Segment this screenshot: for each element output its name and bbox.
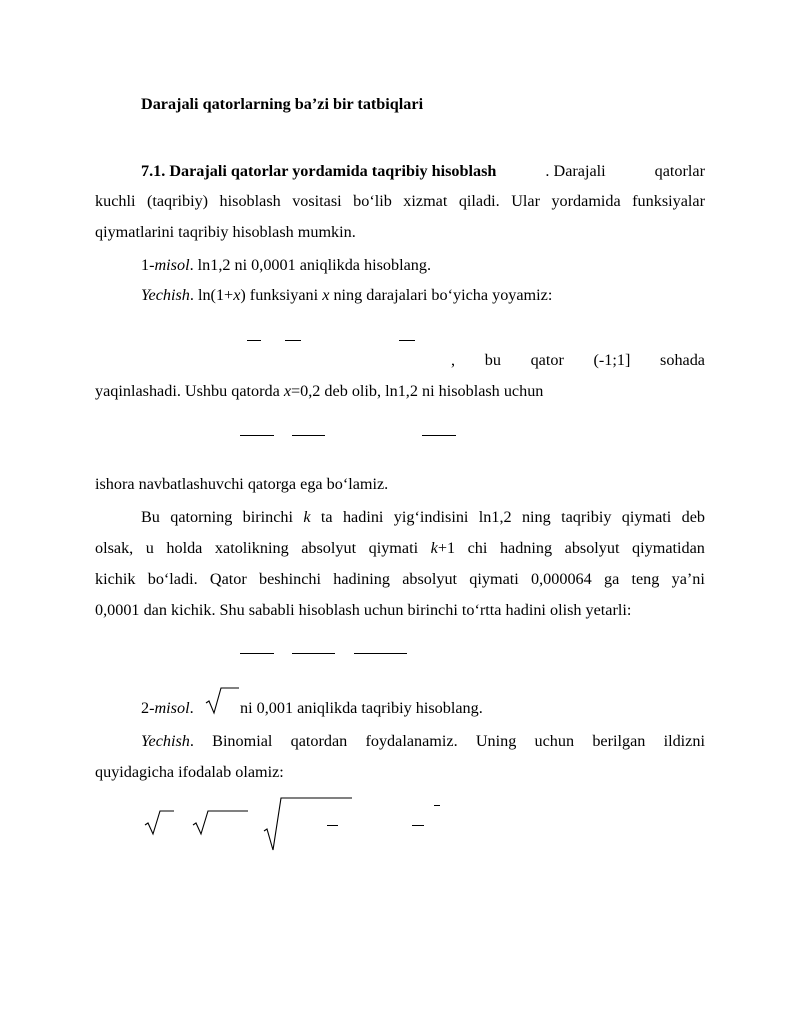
word: absolyut <box>564 539 620 557</box>
word: 0,000064 <box>531 570 592 588</box>
square-root-icon <box>193 808 253 836</box>
paragraph-line-4: 0,0001 dan kichik. Shu sababli hisoblash uchun birinchi to‘rtta hadini olish yetarli: <box>95 601 632 619</box>
fraction-bar <box>285 340 301 341</box>
word: k+1 <box>430 539 456 557</box>
word: qator <box>530 351 564 369</box>
word: qiymati <box>368 539 419 557</box>
word: beshinchi <box>258 570 322 588</box>
square-root-icon <box>145 808 179 836</box>
word: berilgan <box>592 732 646 750</box>
fraction-bar <box>399 340 415 341</box>
paragraph-line-1: Bu qatorning birinchi k ta hadini yig‘indisini ln1,2 ning taqribiy qiymati deb <box>141 508 705 526</box>
word: hadning <box>499 539 553 557</box>
section-line-2: kuchli (taqribiy) hisoblash vositasi bo‘lib xizmat qiladi. Ular yordamida funksiyalar <box>95 192 705 210</box>
section-line-1-word: qatorlar <box>654 162 705 180</box>
word: Qator <box>209 570 247 588</box>
fraction-bar <box>354 653 407 654</box>
fraction-bar <box>240 435 274 436</box>
exponent-bar <box>434 805 440 806</box>
example-1-solution: Yechish. ln(1+x) funksiyani x ning darajalari bo‘yicha yoyamiz: <box>141 286 553 304</box>
word: ildizni <box>663 732 705 750</box>
word: ya’ni <box>671 570 705 588</box>
word: hadining <box>333 570 390 588</box>
word: ga <box>603 570 620 588</box>
example-2-label: 2-misol. <box>141 699 194 717</box>
word: absolyut <box>301 539 357 557</box>
paragraph-line-2 <box>95 538 705 558</box>
alternating-series-line: ishora navbatlashuvchi qatorga ega bo‘lamiz. <box>95 475 389 493</box>
word: teng <box>631 570 660 588</box>
word: bu <box>484 351 501 369</box>
word: Binomial <box>212 732 273 750</box>
page-title: Darajali qatorlarning ba’zi bir tatbiqlari <box>141 95 424 113</box>
word: olsak, <box>95 539 134 557</box>
word: Uning <box>475 732 517 750</box>
word: u <box>145 539 154 557</box>
word: qiymati <box>469 570 519 588</box>
square-root-icon <box>206 686 240 716</box>
word: chi <box>467 539 488 557</box>
word: bo‘ladi. <box>147 570 198 588</box>
section-heading: 7.1. Darajali qatorlar yordamida taqribiy hisoblash <box>141 162 497 180</box>
word: absolyut <box>402 570 458 588</box>
example-1-statement: 1-misol. ln1,2 ni 0,0001 aniqlikda hisoblang. <box>141 256 432 274</box>
section-line-3: qiymatlarini taqribiy hisoblash mumkin. <box>95 223 356 241</box>
solution-label: Yechish. <box>141 732 194 750</box>
interval: (-1;1] <box>593 351 631 369</box>
fraction-bar <box>240 653 274 654</box>
paragraph-line-3 <box>95 569 705 589</box>
section-line-1-word: . Darajali <box>545 162 606 180</box>
example-2-solution-line-2: quyidagicha ifodalab olamiz: <box>95 763 284 781</box>
example-2-solution-line-1 <box>141 731 705 751</box>
word: qatordan <box>290 732 348 750</box>
comma: , <box>451 351 456 369</box>
word: sohada <box>660 351 705 369</box>
fraction-bar <box>327 825 338 826</box>
fraction-bar <box>247 340 261 341</box>
word: uchun <box>534 732 575 750</box>
square-root-icon <box>264 795 356 853</box>
section-line-1 <box>141 161 705 181</box>
word: xatolikning <box>214 539 289 557</box>
fraction-bar <box>292 435 325 436</box>
word: kichik <box>95 570 136 588</box>
convergence-line-2: yaqinlashadi. Ushbu qatorda x=0,2 deb olib, ln1,2 ni hisoblash uchun <box>95 382 544 400</box>
word: qiymatidan <box>632 539 705 557</box>
word: holda <box>166 539 203 557</box>
convergence-line-1 <box>451 350 705 370</box>
example-2-statement: ni 0,001 aniqlikda taqribiy hisoblang. <box>240 699 483 717</box>
fraction-bar <box>412 825 424 826</box>
word: foydalanamiz. <box>365 732 458 750</box>
fraction-bar <box>292 653 335 654</box>
fraction-bar <box>422 435 456 436</box>
